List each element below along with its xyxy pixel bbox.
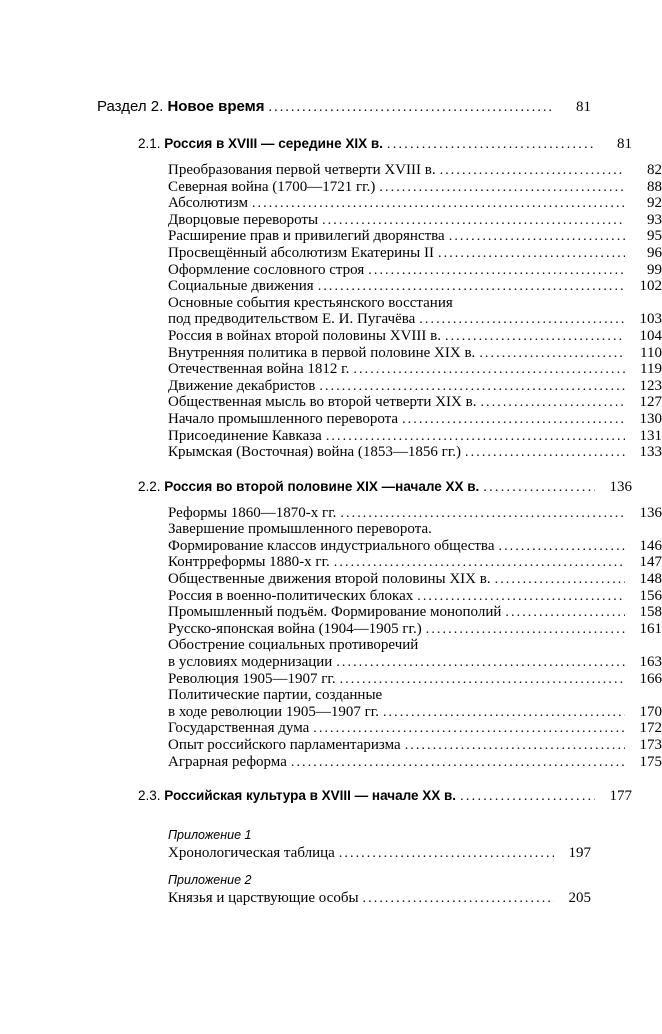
dot-leader: [326, 430, 625, 444]
entry-title: Северная война (1700—1721 гг.): [168, 178, 376, 195]
entry-title: под предводительством Е. И. Пугачёва: [168, 311, 416, 328]
section-heading-text: [97, 98, 265, 115]
toc-subsection-heading-2-2[interactable]: [138, 479, 632, 496]
entry-page-number: 136: [639, 504, 662, 521]
toc-entry-wrapped-line: Обострение социальных противоречий: [168, 637, 419, 654]
section-number: Раздел 2.: [97, 98, 164, 115]
entry-page-number: 102: [639, 278, 662, 295]
subsection-number: 2.2.: [138, 478, 161, 494]
entry-page-number: 156: [639, 587, 662, 604]
entry-title: Хронологическая таблица: [168, 845, 335, 862]
entry-page-number: 131: [639, 427, 662, 444]
subsection-title: Россия в XVIII — середине XIX в.: [164, 136, 383, 151]
spacer: [97, 814, 591, 818]
entry-page-number: 161: [639, 620, 662, 637]
toc-entry-appendix[interactable]: [168, 844, 591, 863]
dot-leader: [505, 606, 625, 620]
entry-page-number: 147: [639, 554, 662, 571]
toc-entry[interactable]: [168, 179, 662, 196]
dot-leader: [363, 892, 554, 906]
entry-page-number: 96: [647, 244, 662, 261]
dot-leader: [269, 101, 554, 115]
toc-entry[interactable]: [168, 654, 662, 671]
toc-entry[interactable]: [168, 328, 662, 345]
toc-entry[interactable]: [168, 162, 662, 179]
entry-page-number: 163: [639, 654, 662, 671]
subsection-heading-text: [138, 136, 383, 151]
entry-title: Оформление сословного строя: [168, 261, 365, 278]
dot-leader: [291, 756, 625, 770]
entry-title: Государственная дума: [168, 720, 310, 737]
dot-leader: [334, 556, 625, 570]
entry-title: Общественные движения второй половины XIX в.: [168, 571, 491, 588]
entry-title: Революция 1905—1907 гг.: [168, 670, 336, 687]
toc-entry[interactable]: [168, 394, 662, 411]
toc-entry[interactable]: [168, 195, 662, 212]
appendix-label: Приложение 1: [168, 828, 252, 843]
entry-page-number: 148: [639, 571, 662, 588]
entry-page-number: 166: [639, 670, 662, 687]
dot-leader: [340, 673, 625, 687]
dot-leader: [405, 739, 625, 753]
toc-entry[interactable]: [168, 345, 662, 362]
dot-leader: [426, 623, 625, 637]
toc-entry[interactable]: [168, 361, 662, 378]
dot-leader: [402, 413, 625, 427]
entry-page-number: 92: [647, 195, 662, 212]
subsection-title: Россия во второй половине XIX —начале XX в.: [164, 478, 480, 494]
toc-entry[interactable]: [168, 505, 662, 522]
toc-entry[interactable]: [168, 411, 662, 428]
entry-title: Русско-японская война (1904—1905 гг.): [168, 620, 422, 637]
dot-leader: [498, 540, 625, 554]
toc-entry[interactable]: [168, 444, 662, 461]
entry-page-number: 158: [639, 604, 662, 621]
entry-page-number: 119: [640, 361, 662, 378]
toc-entry[interactable]: [168, 554, 662, 571]
entry-page-number: 123: [639, 377, 662, 394]
entry-title: Реформы 1860—1870-х гг.: [168, 504, 337, 521]
entry-page-number: 197: [568, 845, 591, 862]
toc-entry[interactable]: [168, 704, 662, 721]
entry-title: Расширение прав и привилегий дворянства: [168, 228, 445, 245]
dot-leader: [313, 722, 625, 736]
entry-page-number: 130: [639, 410, 662, 427]
entry-title: Движение декабристов: [168, 377, 316, 394]
entry-title: Преобразования первой четверти XVIII в.: [168, 162, 436, 178]
subsection-heading-text: [138, 479, 479, 494]
subsection-number: 2.3.: [138, 788, 161, 804]
toc-entry[interactable]: [168, 621, 662, 638]
dot-leader: [368, 264, 625, 278]
entry-page-number: 175: [639, 753, 662, 770]
entry-title: Просвещённый абсолютизм Екатерины II: [168, 244, 434, 261]
entry-page-number: 99: [647, 261, 662, 278]
entry-title: Аграрная реформа: [168, 753, 287, 770]
dot-leader: [419, 313, 625, 327]
toc-entry[interactable]: [168, 737, 662, 754]
dot-leader: [440, 164, 625, 178]
entry-title: Князья и царствующие особы: [168, 890, 359, 907]
entry-page-number: 103: [639, 311, 662, 328]
subsection-heading-text: [138, 788, 456, 803]
entry-title: Социальные движения: [168, 278, 314, 295]
entry-title: Контрреформы 1880-х гг.: [168, 554, 330, 571]
dot-leader: [383, 706, 625, 720]
entry-page-number: 82: [647, 162, 662, 178]
dot-leader: [460, 790, 595, 804]
toc-entry-wrapped-line: Основные события крестьянского восстания: [168, 294, 453, 311]
appendix-list: [168, 826, 591, 908]
toc-entry[interactable]: [168, 671, 662, 688]
entry-page-number: 146: [639, 537, 662, 554]
dot-leader: [479, 347, 625, 361]
section-title: Новое время: [167, 98, 265, 115]
entry-title: Россия в войнах второй половины XVIII в.: [168, 327, 441, 344]
entry-title: Присоединение Кавказа: [168, 427, 322, 444]
toc-entry[interactable]: [168, 262, 662, 279]
dot-leader: [480, 396, 625, 410]
entry-title: Промышленный подъём. Формирование монополий: [168, 604, 502, 621]
toc-entry[interactable]: [168, 571, 662, 588]
toc-entry[interactable]: [168, 378, 662, 395]
subsection-page-number: 136: [609, 478, 632, 495]
dot-leader: [379, 181, 625, 195]
entry-title: Формирование классов индустриального общества: [168, 537, 495, 554]
toc-entry-appendix[interactable]: [168, 889, 591, 908]
entry-title: Дворцовые перевороты: [168, 211, 319, 228]
toc-entry[interactable]: [168, 245, 662, 262]
toc-entry-wrapped-line: Политические партии, созданные: [168, 687, 383, 704]
appendix-label: Приложение 2: [168, 873, 252, 888]
dot-leader: [417, 590, 625, 604]
toc-entry[interactable]: [168, 228, 662, 245]
entry-title: Абсолютизм: [168, 195, 248, 212]
entry-page-number: 88: [647, 178, 662, 195]
entry-title: Отечественная война 1812 г.: [168, 361, 350, 378]
entry-page-number: 133: [639, 444, 662, 461]
toc-entry[interactable]: [168, 311, 662, 328]
toc-entry[interactable]: [168, 754, 662, 771]
toc-entry[interactable]: [168, 604, 662, 621]
entry-page-number: 93: [647, 211, 662, 228]
toc-entry-wrapped-line: Завершение промышленного переворота.: [168, 521, 432, 538]
dot-leader: [387, 138, 595, 152]
subsection-title: Российская культура в XVIII — начале XX в.: [164, 788, 457, 804]
dot-leader: [449, 230, 625, 244]
toc-subsection-heading-2-3[interactable]: [138, 788, 632, 805]
entry-page-number: 110: [640, 344, 662, 361]
toc-entry[interactable]: [168, 538, 662, 555]
toc-section-heading[interactable]: [97, 98, 591, 116]
entry-page-number: 95: [647, 228, 662, 245]
dot-leader: [339, 847, 554, 861]
dot-leader: [252, 197, 625, 211]
entry-title: Внутренняя политика в первой половине XIX в.: [168, 344, 476, 361]
entry-page-number: 173: [639, 737, 662, 753]
toc-entry[interactable]: [168, 588, 662, 605]
dot-leader: [495, 573, 625, 587]
subsection-page-number: 81: [617, 136, 632, 152]
dot-leader: [340, 507, 625, 521]
entry-title: Начало промышленного переворота: [168, 410, 399, 427]
entry-page-number: 205: [568, 890, 591, 907]
dot-leader: [322, 214, 625, 228]
entry-page-number: 172: [639, 720, 662, 737]
subsection-page-number: 177: [609, 788, 632, 805]
entry-title: Общественная мысль во второй четверти XIX в.: [168, 394, 477, 411]
entry-title: в условиях модернизации: [168, 654, 333, 671]
toc-entry[interactable]: [168, 212, 662, 229]
toc-subsection-heading-2-1[interactable]: [138, 136, 632, 153]
dot-leader: [336, 656, 625, 670]
dot-leader: [319, 380, 625, 394]
entry-title: Россия в военно-политических блоках: [168, 587, 414, 604]
dot-leader: [438, 247, 625, 261]
section-page-number: 81: [576, 99, 591, 115]
dot-leader: [353, 363, 625, 377]
dot-leader: [483, 481, 595, 495]
entry-page-number: 104: [639, 327, 662, 344]
entry-page-number: 170: [639, 703, 662, 720]
entry-title: в ходе революции 1905—1907 гг.: [168, 703, 379, 720]
toc-entry[interactable]: [168, 720, 662, 737]
dot-leader: [465, 446, 625, 460]
subsection-number: 2.1.: [138, 136, 161, 151]
toc-entry[interactable]: [168, 428, 662, 445]
table-of-contents: [97, 98, 662, 908]
entry-title: Опыт российского парламентаризма: [168, 737, 401, 753]
toc-entry[interactable]: [168, 278, 662, 295]
dot-leader: [445, 330, 625, 344]
dot-leader: [318, 280, 625, 294]
entry-title: Крымская (Восточная) война (1853—1856 гг.): [168, 444, 462, 461]
entry-page-number: 127: [639, 394, 662, 411]
